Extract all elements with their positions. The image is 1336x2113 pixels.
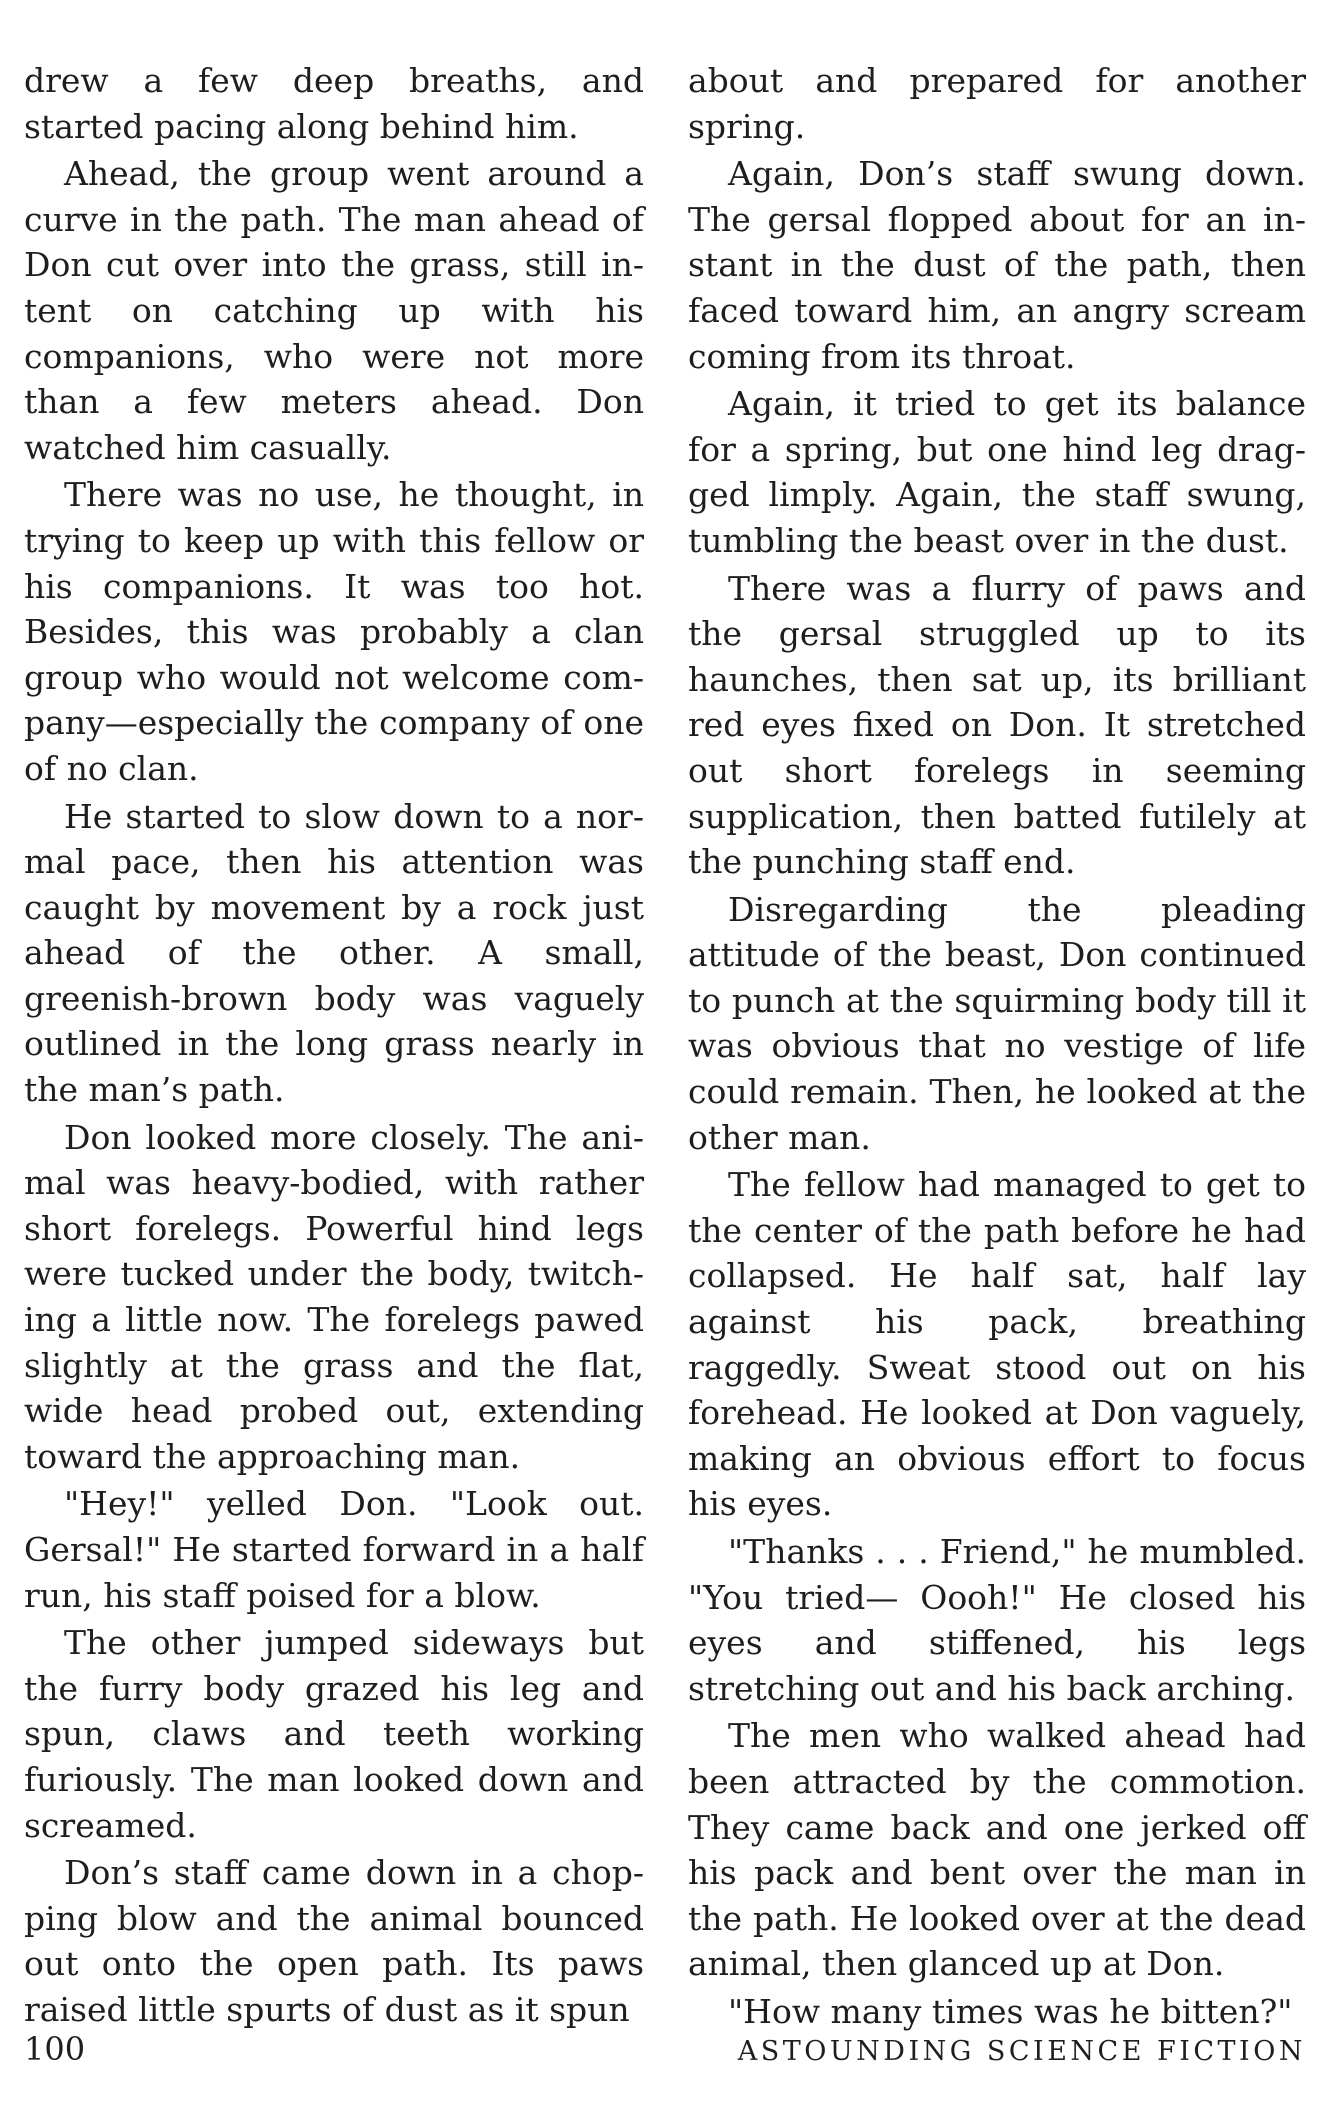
paragraph: The fellow had managed to get to the center of the path before he had collapsed. He half sat, half lay against his pack, breathing raggedly. Sweat stood out on his forehead. He looked at Don vaguely, making an obvious effort to focus his eyes. [688, 1165, 1306, 1524]
paragraph: He started to slow down to a normal pace, then his attention was caught by movement by a rock just ahead of the other. A small, greenish-brown body was vaguely outlined in the long grass nearly in the man’s path. [24, 796, 644, 1110]
paragraph: about and prepared for another spring. [688, 61, 1306, 146]
right-text-column [688, 58, 1306, 2037]
paragraph: Again, Don’s staff swung down. The gersal flopped about for an instant in the dust of the path, then faced toward him, an angry scream coming from its throat. [688, 154, 1306, 376]
paragraph: Ahead, the group went around a curve in the path. The man ahead of Don cut over into the grass, still intent on catching up with his companions, who were not more than a few meters ahead. Don watched him casually. [24, 154, 644, 467]
page-number: 100 [24, 2030, 86, 2068]
paragraph: The men who walked ahead had been attracted by the commotion. They came back and one jerked off his pack and bent over the man in the path. He looked over at the dead animal, then glanced up at Don. [688, 1716, 1306, 1984]
page-footer [24, 2030, 1306, 2068]
paragraph: There was a flurry of paws and the gersal struggled up to its haunches, then sat up, its brilliant red eyes fixed on Don. It stretched out short forelegs in seeming supplication, then batted futilely at the punching staff end. [688, 568, 1306, 882]
paragraph: There was no use, he thought, in trying to keep up with this fellow or his companions. It was too hot. Besides, this was probably a clan group who would not welcome company—especially the company of one of no clan. [24, 475, 644, 788]
paragraph: Disregarding the pleading attitude of the beast, Don continued to punch at the squirming body till it was obvious that no vestige of life could remain. Then, he looked at the other man. [688, 889, 1306, 1157]
paragraph: "Hey!" yelled Don. "Look out. Gersal!" He started forward in a half run, his staff poised for a blow. [24, 1484, 644, 1615]
left-text-column [24, 58, 644, 2035]
paragraph: "How many times was he bitten?" [728, 1991, 1293, 2031]
paragraph: drew a few deep breaths, and started pacing along behind him. [24, 61, 644, 146]
paragraph: Don’s staff came down in a chopping blow and the animal bounced out onto the open path. Its paws raised little spurts of dust as it spun [24, 1853, 644, 2029]
paragraph: Again, it tried to get its balance for a spring, but one hind leg dragged limply. Again, the staff swung, tumbling the beast over in the dust. [688, 384, 1306, 560]
paragraph: The other jumped sideways but the furry body grazed his leg and spun, claws and teeth working furiously. The man looked down and screamed. [24, 1623, 644, 1845]
running-title: ASTOUNDING SCIENCE FICTION [737, 2036, 1306, 2067]
paragraph: "Thanks . . . Friend," he mumbled. "You tried— Oooh!" He closed his eyes and stiffened, his legs stretching out and his back arching. [688, 1532, 1306, 1708]
paragraph: Don looked more closely. The animal was heavy-bodied, with rather short forelegs. Powerful hind legs were tucked under the body, twitching a little now. The forelegs pawed slightly at the grass and the flat, wide head probed out, extending toward the approaching man. [24, 1117, 644, 1476]
